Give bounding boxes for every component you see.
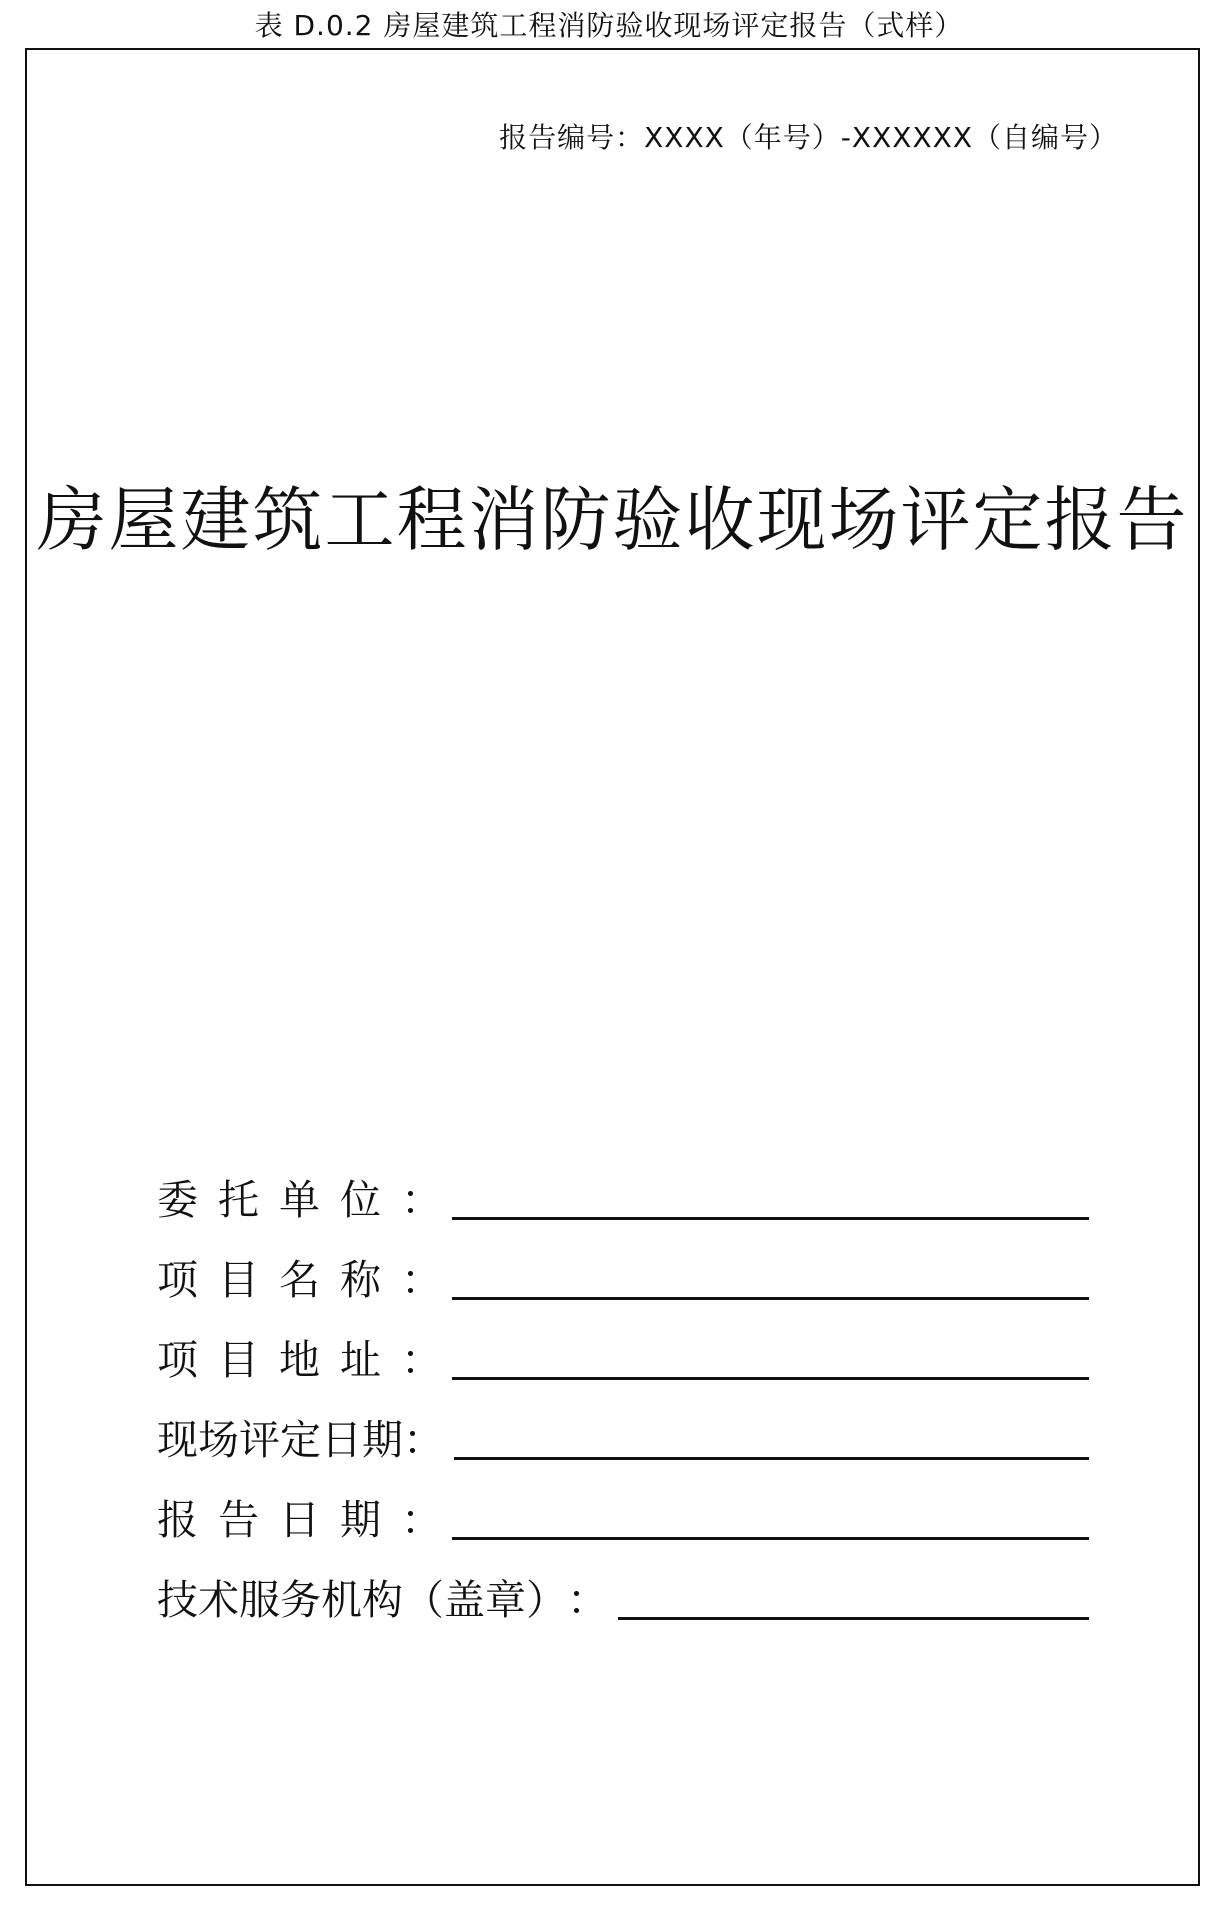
field-colon: ： xyxy=(567,1576,608,1624)
field-blank-line[interactable] xyxy=(452,1253,1089,1300)
field-blank-line[interactable] xyxy=(452,1333,1089,1380)
field-blank-line[interactable] xyxy=(452,1173,1089,1220)
report-number: 报告编号：XXXX（年号）-XXXXXX（自编号） xyxy=(499,121,1118,154)
report-cover xyxy=(25,48,1200,1886)
report-title: 房屋建筑工程消防验收现场评定报告 xyxy=(36,479,1189,561)
field-colon: ： xyxy=(401,1336,442,1384)
field-blank-line[interactable] xyxy=(618,1573,1089,1620)
field-assessment-date xyxy=(157,1390,1089,1470)
field-blank-line[interactable] xyxy=(454,1413,1089,1460)
field-label: 委托单位 xyxy=(157,1176,401,1224)
field-service-agency xyxy=(157,1550,1089,1630)
field-project-name xyxy=(157,1230,1089,1310)
cover-form xyxy=(157,1150,1089,1630)
field-label: 项目名称 xyxy=(157,1256,401,1304)
field-colon: ： xyxy=(401,1256,442,1304)
field-project-address xyxy=(157,1310,1089,1390)
table-caption: 表 D.0.2 房屋建筑工程消防验收现场评定报告（式样） xyxy=(254,9,964,42)
field-colon: ： xyxy=(401,1496,442,1544)
field-label: 报告日期 xyxy=(157,1496,401,1544)
field-report-date xyxy=(157,1470,1089,1550)
field-colon: ： xyxy=(401,1176,442,1224)
field-label: 技术服务机构（盖章） xyxy=(157,1576,567,1624)
field-label: 现场评定日期 xyxy=(157,1416,403,1464)
field-blank-line[interactable] xyxy=(452,1493,1089,1540)
field-colon: ： xyxy=(403,1416,444,1464)
field-client xyxy=(157,1150,1089,1230)
field-label: 项目地址 xyxy=(157,1336,401,1384)
